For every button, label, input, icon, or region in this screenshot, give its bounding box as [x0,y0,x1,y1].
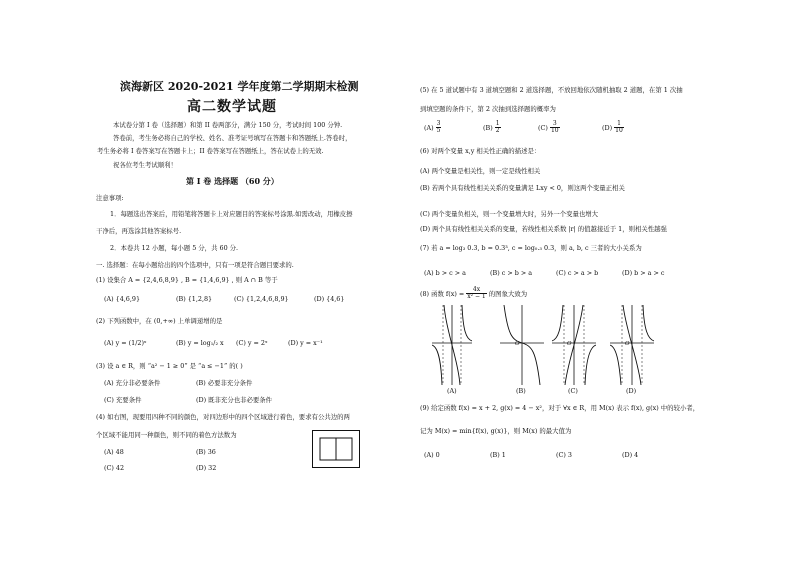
q9-option-b: (B) 1 [490,451,506,459]
q1-stem: (1) 设集合 A = {2,4,6,8,9} , B = {1,4,6,9} , 则 A ∩ B 等于 [96,276,278,284]
q8-graph-a [432,305,472,385]
q8-graph-c-label: (C) [568,387,578,395]
exam-title: 滨海新区 2020-2021 学年度第二学期期末检测 [120,80,359,93]
q6-option-a: (A) 两个变量是相关性，则一定是线性相关 [420,167,541,175]
q2-option-c: (C) y = 2ˣ [236,339,268,347]
q4-option-b: (B) 36 [196,448,216,456]
q7-option-a: (A) b > c > a [424,269,466,277]
q8-graph-c [552,305,596,385]
q6-option-b: (B) 若两个具有线性相关关系的变量满足 Lxy < 0，则这两个变量正相关 [420,184,625,192]
q5-option-b-fraction: $\frac{1}{2}$ [495,120,500,135]
q8-function-fraction: $\frac{4x}{\text{x² − 1}}$ [467,286,486,301]
q3-option-b: (B) 必要非充分条件 [196,379,253,387]
note-line-3: 2．本卷共 12 小题，每小题 5 分，共 60 分. [110,244,239,252]
q3-option-a: (A) 充分非必要条件 [104,379,161,387]
q3-option-c: (C) 充要条件 [104,396,142,404]
q9-stem-2: 记为 M(x) = min{f(x), g(x)}，则 M(x) 的最大值为 [420,427,572,435]
note-line-1: 1．每题选出答案后，用铅笔将答题卡上对应题目的答案标号涂黑.如需改动，用橡皮擦 [110,210,353,218]
q4-option-c: (C) 42 [104,464,125,472]
notes-title: 注意事项: [96,194,124,202]
q6-stem: (6) 对两个变量 x,y 相关性正确的描述是： [420,147,541,155]
q4-region-diagram [312,430,360,468]
q5-option-c-fraction: $\frac{3}{10}$ [550,120,559,135]
q6-option-d: (D) 两个具有线性相关关系的变量，若线性相关系数 |r| 的值越接近于 1，则相关性越强 [420,225,667,233]
q8-origin-label-b: O [515,341,520,347]
q2-option-a: (A) y = (1/2)ˣ [104,339,147,347]
q7-option-d: (D) b > a > c [622,269,665,277]
q8-origin-label-c: O [567,341,572,347]
intro-line-3: 考生务必将 I 卷答案写在答题卡上；II 卷答案写在答题纸上，答在试卷上的无效. [97,147,324,155]
q5-stem-2: 到填空题的条件下，第 2 次抽到选择题的概率为 [420,105,556,113]
q2-option-d: (D) y = x⁻¹ [288,339,323,347]
q3-option-d: (D) 既非充分也非必要条件 [196,396,273,404]
q8-origin-label-d: O [625,341,630,347]
q9-stem: (9) 给定函数 f(x) = x + 2, g(x) = 4 − x²，对于 ∀x ∈ R，用 M(x) 表示 f(x), g(x) 中的较小者， [420,404,700,412]
note-line-2: 干净后，再选涂其他答案标号. [96,227,182,235]
q1-option-a: (A) {4,6,9} [104,295,141,303]
section1-title: 第 I 卷 选择题 （60 分） [186,176,279,186]
q7-stem: (7) 若 a = log₃ 0.3, b = 0.3³, c = log₀.₃ 0.3，则 a, b, c 三者的大小关系为 [420,244,642,252]
q4-stem-2: 个区域不能用同一种颜色，则不同的着色方法数为 [96,431,237,439]
q2-option-b: (B) y = log₁/₂ x [176,339,224,347]
q4-option-d: (D) 32 [196,464,217,472]
q8-graph-b [500,305,544,385]
q1-option-b: (B) {1,2,8} [176,295,213,303]
q7-option-c: (C) c > a > b [556,269,599,277]
q9-option-d: (D) 4 [622,451,639,459]
q9-option-a: (A) 0 [424,451,440,459]
q4-option-a: (A) 48 [104,448,124,456]
q8-graph-d-label: (D) [626,387,637,395]
q5-option-a-fraction: $\frac{3}{5}$ [436,120,441,135]
q8-graph-b-label: (B) [516,387,526,395]
exam-subject: 高二数学试题 [187,99,277,115]
q6-option-c: (C) 两个变量负相关，则一个变量增大时，另外一个变量也增大 [420,210,599,218]
intro-line-1: 本试卷分第 I 卷（选择题）和第 II 卷两部分，满分 150 分，考试时间 100 分钟. [113,121,343,129]
q8-graph-a-label: (A) [447,387,457,395]
q7-option-b: (B) c > b > a [490,269,533,277]
q5-option-a: (A) $\frac{3}{5}$ [424,120,441,135]
q8-stem: (8) 函数 f(x) = $\frac{4x}{\text{x² − 1}}$ 的图象大致为 [420,286,528,301]
part1-heading: 一. 选择题：在每小题给出的四个选项中，只有一项是符合题目要求的. [96,261,294,269]
q5-option-d-fraction: $\frac{1}{10}$ [615,120,623,135]
q3-stem: (3) 设 a ∈ R，则 “a² − 1 ≥ 0” 是 “a ≤ −1” 的( ) [96,362,243,370]
intro-line-4: 祝各位考生考试顺利！ [113,161,177,169]
q1-option-d: (D) {4,6} [314,295,345,303]
q9-option-c: (C) 3 [556,451,572,459]
q4-stem: (4) 如右图，现要用四种不同的颜色，对四边形中的四个区域进行着色，要求有公共边的两 [96,413,350,421]
q5-option-d: (D) $\frac{1}{10}$ [602,120,623,135]
q5-option-b: (B) $\frac{1}{2}$ [483,120,500,135]
q2-stem: (2) 下列函数中，在 (0,+∞) 上单调递增的是 [96,317,223,325]
intro-line-2: 答卷前，考生务必将自己的学校、姓名、准考证号填写在答题卡和答题纸上.答卷时， [113,134,352,142]
q8-graph-d [610,305,654,385]
q1-option-c: (C) {1,2,4,6,8,9} [234,295,289,303]
q5-option-c: (C) $\frac{3}{10}$ [538,120,559,135]
q5-stem: (5) 在 5 道试题中有 3 道填空题和 2 道选择题，不放回地依次随机抽取 2 道题，在第 1 次抽 [420,86,683,94]
